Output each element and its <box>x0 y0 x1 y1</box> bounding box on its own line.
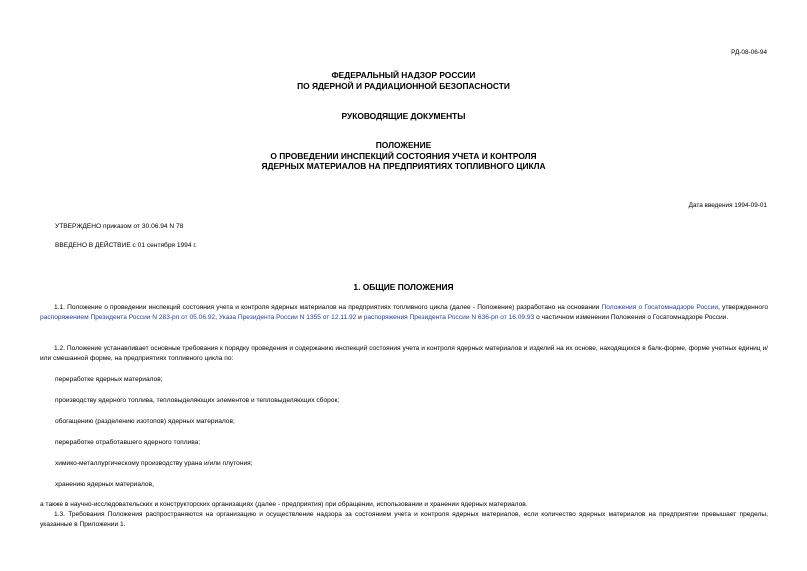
paragraph-1-1-text-e: о частичном изменении Положения о Госатомнадзоре России. <box>534 313 729 321</box>
agency-line-2: ПО ЯДЕРНОЙ И РАДИАЦИОННОЙ БЕЗОПАСНОСТИ <box>297 80 510 91</box>
list-item: обогащению (разделению изотопов) ядерных материалов; <box>55 418 235 425</box>
list-item: переработке ядерных материалов; <box>55 376 163 383</box>
title-line-1: ПОЛОЖЕНИЕ <box>375 140 432 150</box>
document-category: РУКОВОДЯЩИЕ ДОКУМЕНТЫ <box>341 111 466 121</box>
enactment-note: ВВЕДЕНО В ДЕЙСТВИЕ с 01 сентября 1994 г. <box>55 242 197 249</box>
section-1-title: 1. ОБЩИЕ ПОЛОЖЕНИЯ <box>353 282 454 292</box>
paragraph-1-2-tail: а также в научно-исследовательских и конструкторских организациях (далее - предприятия) при обращении, использовании и хранении ядерных материалов. <box>40 501 528 508</box>
list-item: хранению ядерных материалов, <box>55 481 154 488</box>
paragraph-1-1-text-b: , утвержденного <box>718 304 769 311</box>
paragraph-1-2: 1.2. Положение устанавливает основные требования к порядку проведения и содержанию инспекций состояния учета и контроля ядерных материалов и изделий на их основе, находящихся в балк-форме, форме учетных единиц и/или смешанной форме, на предприятиях топливного цикла по: <box>40 345 768 362</box>
title-line-3: ЯДЕРНЫХ МАТЕРИАЛОВ НА ПРЕДПРИЯТИЯХ ТОПЛИВНОГО ЦИКЛА <box>261 161 546 171</box>
effective-date: Дата введения 1994-09-01 <box>688 202 767 209</box>
document-title <box>0 140 807 172</box>
paragraph-1-1-text-a: 1.1. Положение о проведении инспекций состояния учета и контроля ядерных материалов на предприятиях топливного цикла (далее - Положение) разработано на основании <box>54 304 602 311</box>
paragraph-1-1-text-d: и <box>356 313 364 321</box>
link-presidential-decree-1355[interactable]: Указа Президента России N 1355 от 12.11.92 <box>218 313 357 321</box>
list-item: производству ядерного топлива, тепловыделяющих элементов и тепловыделяющих сборок; <box>55 397 340 404</box>
approval-note: УТВЕРЖДЕНО приказом от 30.06.94 N 78 <box>55 223 184 230</box>
list-item: химико-металлургическому производству урана и/или плутония; <box>55 460 253 467</box>
agency-line-1: ФЕДЕРАЛЬНЫЙ НАДЗОР РОССИИ <box>331 70 476 80</box>
link-presidential-order-283[interactable]: распоряжением Президента России N 283-рп от 05.06.92 <box>40 313 216 321</box>
link-presidential-order-636[interactable]: распоряжения Президента России N 636-рп от 16.09.93 <box>363 313 535 321</box>
paragraph-1-1 <box>40 303 768 322</box>
link-gosatomnadzor-regulation[interactable]: Положения о Госатомнадзоре России <box>601 304 719 311</box>
document-code: РД-08-06-94 <box>731 49 767 56</box>
paragraph-1-1-text-c: , <box>215 313 219 321</box>
list-item: переработке отработавшего ядерного топлива; <box>55 439 201 446</box>
agency-heading <box>0 70 807 91</box>
paragraph-1-3: 1.3. Требования Положения распространяются на организацию и осуществление надзора за состоянием учета и контроля ядерных материалов, если количество ядерных материалов на предприятии превышает пределы, указанные в Приложении 1. <box>40 511 768 528</box>
title-line-2: О ПРОВЕДЕНИИ ИНСПЕКЦИЙ СОСТОЯНИЯ УЧЕТА И КОНТРОЛЯ <box>270 150 537 161</box>
